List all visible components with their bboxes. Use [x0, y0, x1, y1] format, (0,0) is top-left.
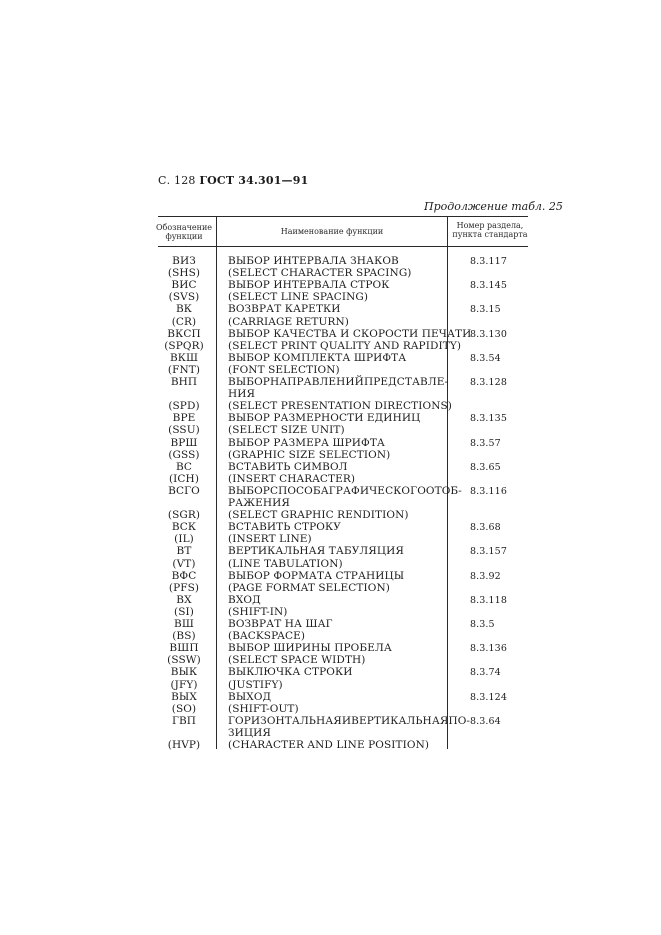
- section-number: 8.3.128: [470, 377, 507, 388]
- function-code: ВНП: [170, 376, 198, 388]
- function-name: ВХОД: [228, 594, 261, 606]
- section-number: 8.3.5: [470, 619, 495, 630]
- function-name: [228, 376, 449, 388]
- function-code: (SVS): [168, 291, 200, 303]
- function-name: (JUSTIFY): [228, 679, 283, 691]
- function-name: РАЖЕНИЯ: [228, 497, 290, 509]
- function-name: (INSERT CHARACTER): [228, 473, 356, 485]
- function-code: (VT): [172, 558, 196, 570]
- function-name-word: ГРАФИЧЕСКОГО: [328, 485, 426, 497]
- function-name: (SELECT SPACE WIDTH): [228, 654, 366, 666]
- section-number: 8.3.118: [470, 595, 507, 606]
- function-code: (SGR): [167, 509, 201, 521]
- function-code: (SSU): [168, 424, 200, 436]
- section-number: 8.3.64: [470, 716, 501, 727]
- function-name: ВСТАВИТЬ СИМВОЛ: [228, 461, 348, 473]
- section-number: 8.3.135: [470, 413, 507, 424]
- function-code: (GSS): [168, 449, 200, 461]
- function-code: ВШП: [169, 642, 199, 654]
- function-name-word: ПО-: [448, 715, 471, 727]
- function-name: ВЫБОР ИНТЕРВАЛА ЗНАКОВ: [228, 255, 399, 267]
- function-code: ВИЗ: [172, 255, 196, 267]
- function-code: ВКСП: [167, 328, 201, 340]
- function-code: ВХ: [176, 594, 192, 606]
- function-code: ВТ: [176, 545, 192, 557]
- function-name: ВЕРТИКАЛЬНАЯ ТАБУЛЯЦИЯ: [228, 545, 404, 557]
- function-name: (BACKSPACE): [228, 630, 306, 642]
- function-name: [228, 485, 462, 497]
- function-code: ВЫК: [170, 666, 198, 678]
- function-name-word: ОТОБ-: [425, 485, 462, 497]
- function-name: ВЫБОР ФОРМАТА СТРАНИЦЫ: [228, 570, 405, 582]
- function-name: ВЫБОР РАЗМЕРНОСТИ ЕДИНИЦ: [228, 412, 421, 424]
- function-name: [228, 715, 471, 727]
- section-number: 8.3.74: [470, 667, 501, 678]
- function-name-word: ПРЕДСТАВЛЕ-: [363, 376, 449, 388]
- function-name: ВЫБОР КОМПЛЕКТА ШРИФТА: [228, 352, 407, 364]
- function-code: ВЫХ: [171, 691, 197, 703]
- function-code: (SPD): [168, 400, 200, 412]
- function-name: (SELECT SIZE UNIT): [228, 424, 345, 436]
- table-header-rule: [158, 246, 528, 247]
- function-code: (SO): [171, 703, 197, 715]
- function-code: (ICH): [168, 473, 200, 485]
- section-number: 8.3.145: [470, 280, 507, 291]
- function-code: ВКШ: [169, 352, 199, 364]
- function-name: (LINE TABULATION): [228, 558, 343, 570]
- function-name: НИЯ: [228, 388, 256, 400]
- function-name: (SHIFT-IN): [228, 606, 288, 618]
- function-code: ВРШ: [170, 437, 198, 449]
- function-code: (SHS): [167, 267, 201, 279]
- function-name-word: ГОРИЗОНТАЛЬНАЯ: [228, 715, 342, 727]
- function-name: (GRAPHIC SIZE SELECTION): [228, 449, 391, 461]
- section-number: 8.3.92: [470, 571, 501, 582]
- function-name: ВОЗВРАТ КАРЕТКИ: [228, 303, 341, 315]
- function-code: (IL): [174, 533, 194, 545]
- function-code: ВК: [175, 303, 193, 315]
- function-name: (SELECT CHARACTER SPACING): [228, 267, 412, 279]
- section-number: 8.3.157: [470, 546, 507, 557]
- function-name: (SELECT PRINT QUALITY AND RAPIDITY): [228, 340, 462, 352]
- section-number: 8.3.136: [470, 643, 507, 654]
- function-name: (SELECT LINE SPACING): [228, 291, 369, 303]
- function-code: (PFS): [168, 582, 200, 594]
- function-code: (HVP): [167, 739, 201, 751]
- function-name: ЗИЦИЯ: [228, 727, 271, 739]
- column-header-code: Обозначение функции: [155, 223, 213, 241]
- function-name: (PAGE FORMAT SELECTION): [228, 582, 390, 594]
- function-code: ВФС: [171, 570, 197, 582]
- function-name: (FONT SELECTION): [228, 364, 340, 376]
- function-code: (SSW): [167, 654, 201, 666]
- function-name: ВЫБОР ШИРИНЫ ПРОБЕЛА: [228, 642, 392, 654]
- function-code: ГВП: [171, 715, 197, 727]
- table-top-rule: [158, 216, 528, 217]
- function-code: (SI): [174, 606, 194, 618]
- page-header: [158, 174, 308, 187]
- section-number: 8.3.68: [470, 522, 501, 533]
- function-name: (SELECT PRESENTATION DIRECTIONS): [228, 400, 452, 412]
- column-divider-1: [216, 216, 217, 749]
- function-name-word: СПОСОБА: [269, 485, 329, 497]
- function-code: ВСГО: [168, 485, 200, 497]
- function-name: ВОЗВРАТ НА ШАГ: [228, 618, 333, 630]
- section-number: 8.3.117: [470, 256, 507, 267]
- function-code: ВСК: [171, 521, 197, 533]
- column-divider-2: [447, 216, 448, 749]
- function-name: ВЫКЛЮЧКА СТРОКИ: [228, 666, 353, 678]
- section-number: 8.3.116: [470, 486, 507, 497]
- function-code: (CR): [171, 316, 197, 328]
- function-name-word: ВЫБОР: [228, 485, 270, 497]
- section-number: 8.3.15: [470, 304, 501, 315]
- function-code: (FNT): [167, 364, 201, 376]
- function-name: (SELECT GRAPHIC RENDITION): [228, 509, 409, 521]
- page-label: С. 128: [158, 174, 196, 187]
- function-name: (INSERT LINE): [228, 533, 312, 545]
- function-name: ВСТАВИТЬ СТРОКУ: [228, 521, 341, 533]
- function-name: (CARRIAGE RETURN): [228, 316, 349, 328]
- standard-title: ГОСТ 34.301—91: [199, 174, 309, 187]
- table-continuation-caption: Продолжение табл. 25: [424, 200, 563, 213]
- function-name: ВЫХОД: [228, 691, 272, 703]
- function-code: ВШ: [174, 618, 194, 630]
- function-code: ВРЕ: [172, 412, 196, 424]
- function-name: ВЫБОР РАЗМЕРА ШРИФТА: [228, 437, 385, 449]
- function-code: (SPQR): [164, 340, 204, 352]
- function-code: ВИС: [171, 279, 197, 291]
- function-code: ВС: [176, 461, 192, 473]
- column-header-name: Наименование функции: [280, 227, 384, 236]
- section-number: 8.3.130: [470, 329, 507, 340]
- function-name-word: ВЫБОР: [228, 376, 270, 388]
- section-number: 8.3.65: [470, 462, 501, 473]
- function-code: (JFY): [170, 679, 198, 691]
- section-number: 8.3.54: [470, 353, 501, 364]
- column-header-section: Номер раздела, пункта стандарта: [452, 221, 528, 239]
- function-code: (BS): [172, 630, 196, 642]
- section-number: 8.3.57: [470, 438, 501, 449]
- section-number: 8.3.124: [470, 692, 507, 703]
- function-name-word: ВЕРТИКАЛЬНАЯ: [351, 715, 449, 727]
- function-name: ВЫБОР ИНТЕРВАЛА СТРОК: [228, 279, 390, 291]
- function-name-word: И: [341, 715, 352, 727]
- function-name: (CHARACTER AND LINE POSITION): [228, 739, 430, 751]
- function-name: ВЫБОР КАЧЕСТВА И СКОРОСТИ ПЕЧАТИ: [228, 328, 472, 340]
- function-name: (SHIFT-OUT): [228, 703, 299, 715]
- function-name-word: НАПРАВЛЕНИЙ: [269, 376, 364, 388]
